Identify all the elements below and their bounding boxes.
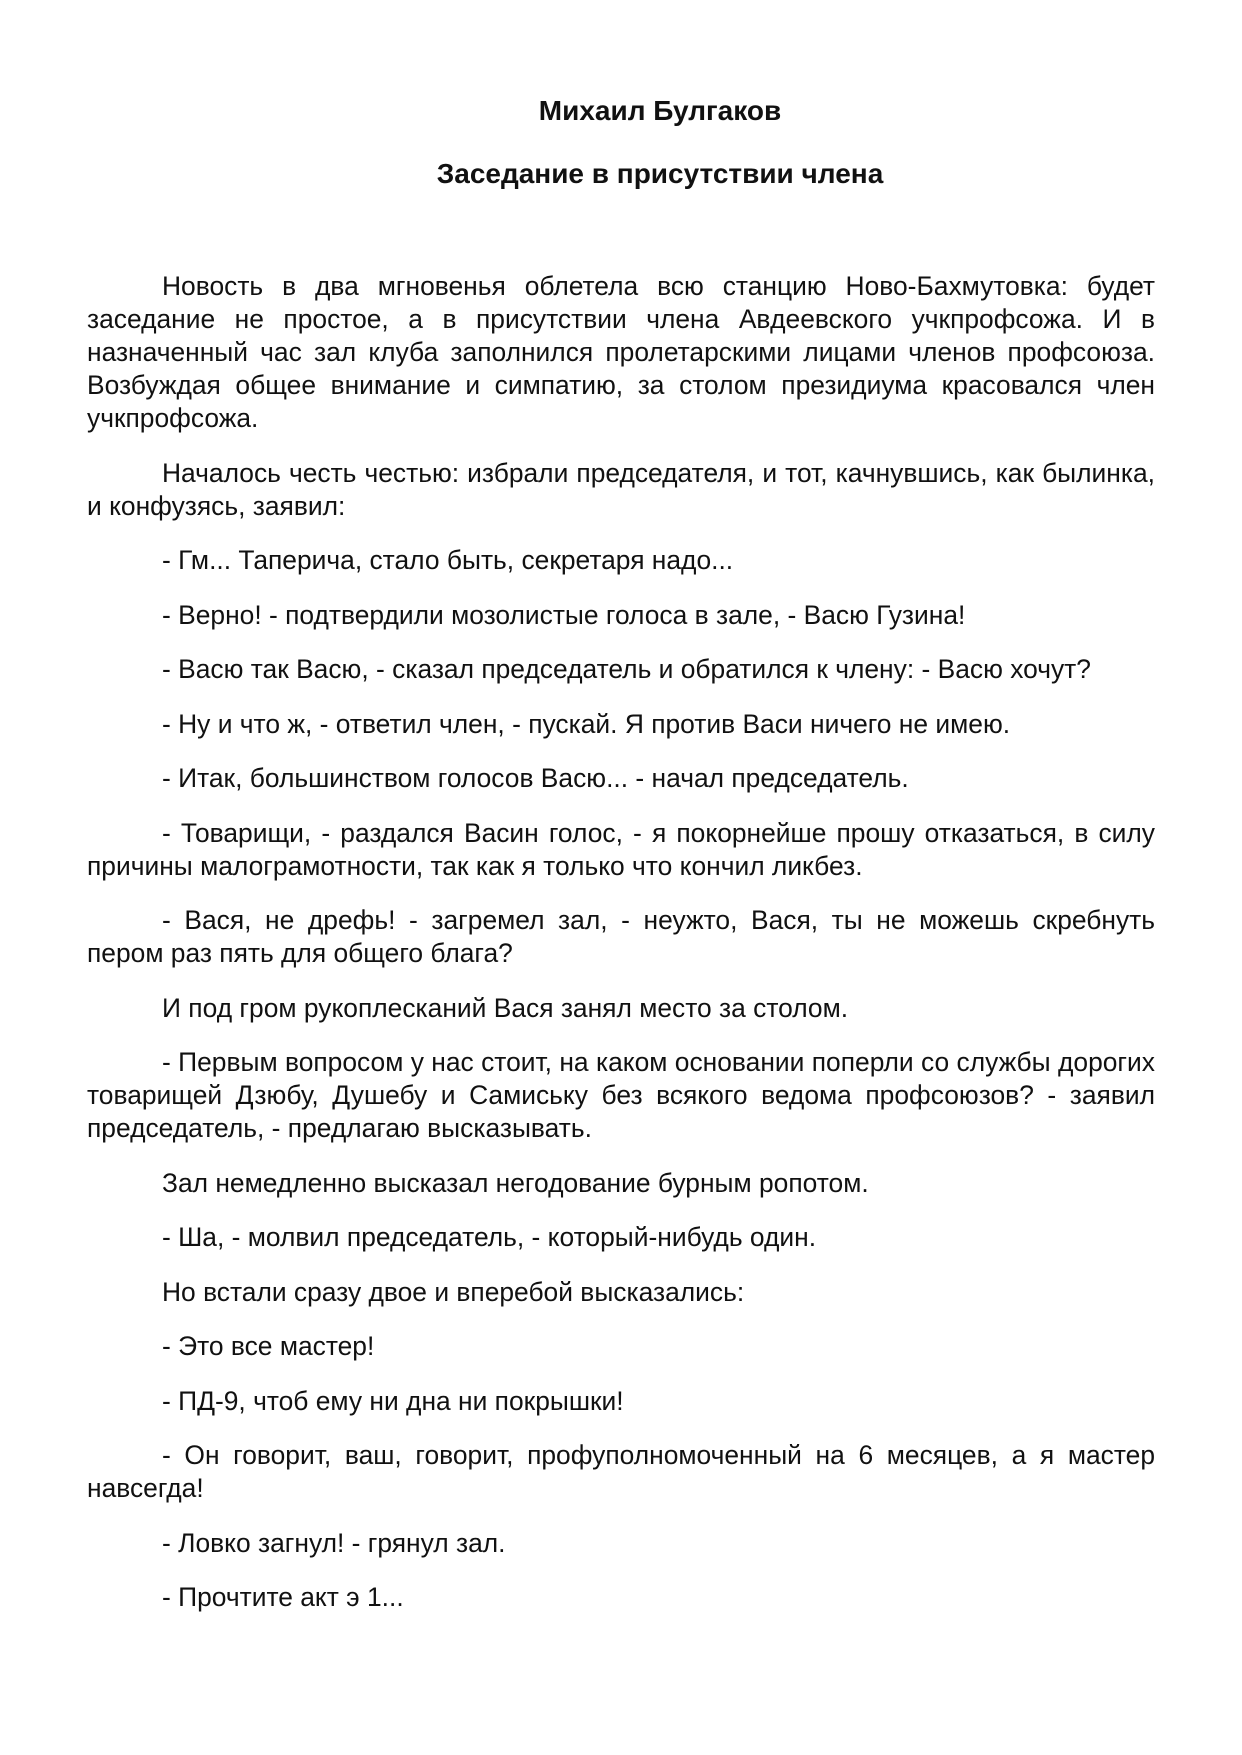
paragraph: - Гм... Таперича, стало быть, секретаря надо... (162, 545, 734, 575)
paragraph: - Первым вопросом у нас стоит, на каком основании поперли со службы дорогих товарищей Дзюбу, Душебу и Самиську без всякого ведома профсоюзов? - заявил председатель, - предлагаю высказывать. (87, 1047, 1155, 1143)
paragraph: Но встали сразу двое и вперебой высказались: (162, 1276, 745, 1307)
paragraph: И под гром рукоплесканий Вася занял место за столом. (162, 992, 849, 1023)
paragraph: - Прочтите акт э 1... (162, 1582, 404, 1612)
paragraph: - Вася, не дрефь! - загремел зал, - неужто, Вася, ты не можешь скребнуть пером раз пять для общего блага? (87, 905, 1155, 968)
paragraph: Началось честь честью: избрали председателя, и тот, качнувшись, как былинка, и конфузясь, заявил: (87, 457, 1155, 521)
paragraph: - Верно! - подтвердили мозолистые голоса в зале, - Васю Гузина! (162, 599, 966, 630)
paragraph: - Васю так Васю, - сказал председатель и обратился к члену: - Васю хочут? (162, 654, 1091, 684)
author-name: Михаил Булгаков (538, 95, 782, 126)
paragraph: Новость в два мгновенья облетела всю станцию Ново-Бахмутовка: будет заседание не простое, а в присутствии члена Авдеевского учкпрофсожа. И в назначенный час зал клуба заполнился пролетарскими лицами членов профсоюза. Возбуждая общее внимание и симпатию, за столом президиума красовался член учкпрофсожа. (87, 271, 1155, 433)
paragraph: - Ша, - молвил председатель, - который-нибудь один. (162, 1222, 817, 1252)
paragraph: - Он говорит, ваш, говорит, профуполномоченный на 6 месяцев, а я мастер навсегда! (87, 1440, 1155, 1503)
paragraph: - Ну и что ж, - ответил член, - пускай. Я против Васи ничего не имею. (162, 708, 1011, 739)
paragraph: - Итак, большинством голосов Васю... - начал председатель. (162, 763, 909, 793)
paragraph: - ПД-9, чтоб ему ни дна ни покрышки! (162, 1385, 624, 1416)
paragraph: - Это все мастер! (162, 1331, 375, 1361)
story-title: Заседание в присутствии члена (436, 158, 884, 189)
paragraph: - Товарищи, - раздался Васин голос, - я покорнейше прошу отказаться, в силу причины малограмотности, так как я только что кончил ликбез. (87, 817, 1155, 881)
paragraph: - Ловко загнул! - грянул зал. (162, 1527, 506, 1558)
paragraph: Зал немедленно высказал негодование бурным ропотом. (162, 1167, 869, 1198)
story-body (87, 270, 1155, 1636)
